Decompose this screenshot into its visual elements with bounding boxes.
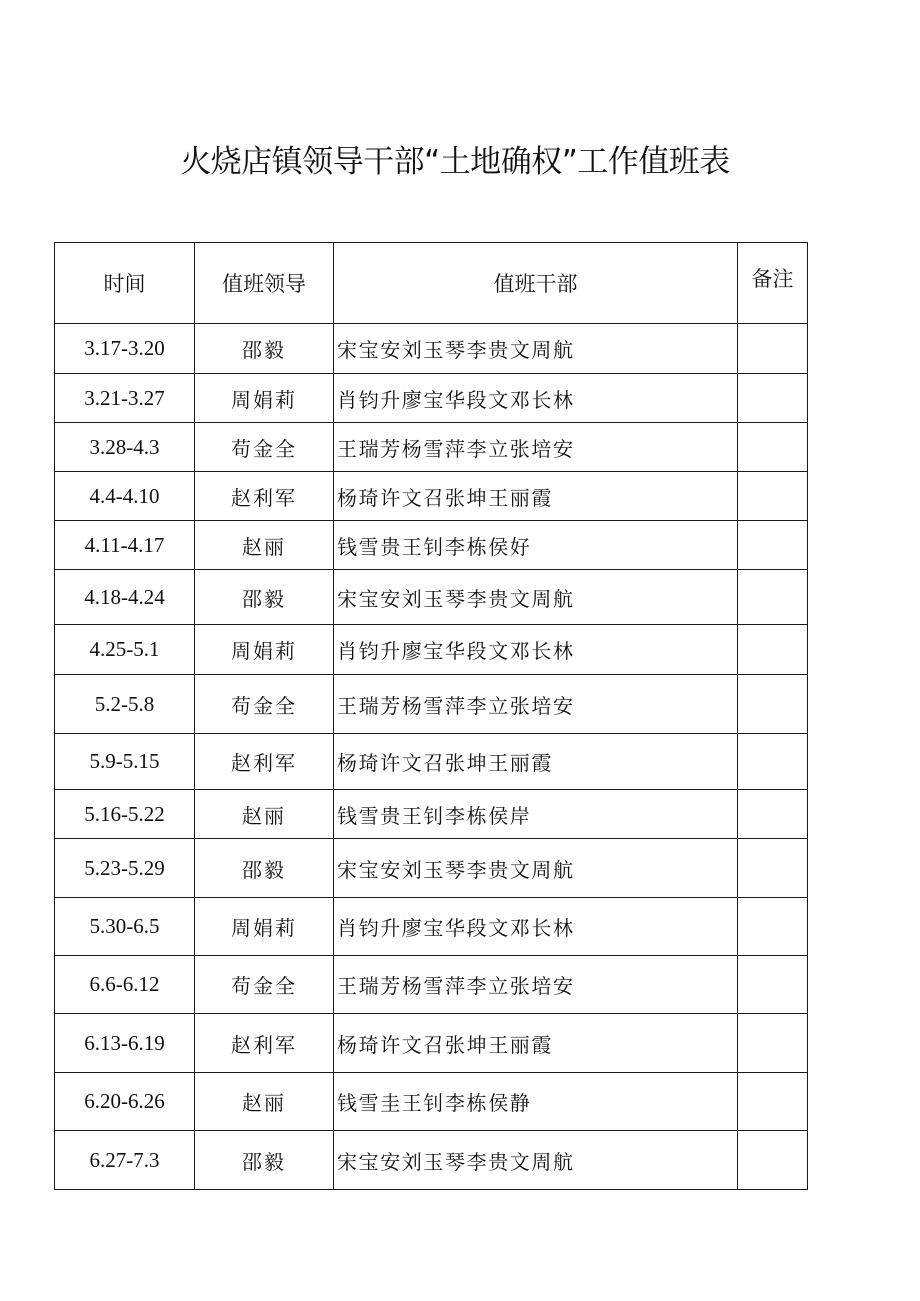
note-cell xyxy=(738,839,808,898)
time-cell: 4.4-4.10 xyxy=(55,472,195,521)
note-cell xyxy=(738,790,808,839)
note-cell xyxy=(738,625,808,675)
note-cell xyxy=(738,1073,808,1131)
time-cell: 6.6-6.12 xyxy=(55,956,195,1014)
note-cell xyxy=(738,324,808,374)
table-row xyxy=(55,570,808,625)
time-cell: 3.17-3.20 xyxy=(55,324,195,374)
duty-schedule-table xyxy=(54,242,808,1190)
table-row xyxy=(55,374,808,423)
note-cell xyxy=(738,1014,808,1073)
leader-cell: 周娟莉 xyxy=(195,625,334,675)
leader-cell: 周娟莉 xyxy=(195,898,334,956)
staff-cell: 宋宝安刘玉琴李贵文周航 xyxy=(334,570,738,625)
time-cell: 3.28-4.3 xyxy=(55,423,195,472)
table-row xyxy=(55,956,808,1014)
staff-cell: 宋宝安刘玉琴李贵文周航 xyxy=(334,324,738,374)
time-cell: 4.25-5.1 xyxy=(55,625,195,675)
leader-cell: 周娟莉 xyxy=(195,374,334,423)
page-title: 火烧店镇领导干部“土地确权”工作值班表 xyxy=(180,144,730,180)
leader-cell: 赵利军 xyxy=(195,734,334,790)
time-cell: 6.20-6.26 xyxy=(55,1073,195,1131)
leader-cell: 苟金全 xyxy=(195,423,334,472)
table-row xyxy=(55,472,808,521)
note-cell xyxy=(738,521,808,570)
note-cell xyxy=(738,472,808,521)
staff-cell: 钱雪贵王钊李栋侯好 xyxy=(334,521,738,570)
leader-cell: 邵毅 xyxy=(195,839,334,898)
table-row xyxy=(55,324,808,374)
note-cell xyxy=(738,675,808,734)
staff-cell: 钱雪圭王钊李栋侯静 xyxy=(334,1073,738,1131)
time-cell: 5.23-5.29 xyxy=(55,839,195,898)
time-cell: 3.21-3.27 xyxy=(55,374,195,423)
staff-cell: 宋宝安刘玉琴李贵文周航 xyxy=(334,839,738,898)
header-time: 时间 xyxy=(55,243,195,324)
staff-cell: 王瑞芳杨雪萍李立张培安 xyxy=(334,956,738,1014)
note-cell xyxy=(738,734,808,790)
table-header-row xyxy=(55,243,808,324)
table-row xyxy=(55,1073,808,1131)
leader-cell: 赵丽 xyxy=(195,1073,334,1131)
table-row xyxy=(55,625,808,675)
leader-cell: 赵丽 xyxy=(195,790,334,839)
table-row xyxy=(55,898,808,956)
leader-cell: 赵利军 xyxy=(195,1014,334,1073)
time-cell: 5.2-5.8 xyxy=(55,675,195,734)
leader-cell: 邵毅 xyxy=(195,570,334,625)
table-body xyxy=(55,324,808,1190)
leader-cell: 苟金全 xyxy=(195,675,334,734)
note-cell xyxy=(738,423,808,472)
time-cell: 5.16-5.22 xyxy=(55,790,195,839)
table-row xyxy=(55,1131,808,1190)
header-leader: 值班领导 xyxy=(195,243,334,324)
leader-cell: 邵毅 xyxy=(195,324,334,374)
note-cell xyxy=(738,898,808,956)
table-row xyxy=(55,790,808,839)
note-cell xyxy=(738,956,808,1014)
staff-cell: 钱雪贵王钊李栋侯岸 xyxy=(334,790,738,839)
leader-cell: 赵丽 xyxy=(195,521,334,570)
staff-cell: 杨琦许文召张坤王丽霞 xyxy=(334,472,738,521)
note-cell xyxy=(738,374,808,423)
header-note: 备注 xyxy=(738,243,808,324)
staff-cell: 王瑞芳杨雪萍李立张培安 xyxy=(334,675,738,734)
time-cell: 4.18-4.24 xyxy=(55,570,195,625)
table-row xyxy=(55,839,808,898)
time-cell: 6.27-7.3 xyxy=(55,1131,195,1190)
table-row xyxy=(55,1014,808,1073)
staff-cell: 王瑞芳杨雪萍李立张培安 xyxy=(334,423,738,472)
leader-cell: 苟金全 xyxy=(195,956,334,1014)
staff-cell: 杨琦许文召张坤王丽霞 xyxy=(334,1014,738,1073)
staff-cell: 肖钧升廖宝华段文邓长林 xyxy=(334,374,738,423)
staff-cell: 肖钧升廖宝华段文邓长林 xyxy=(334,898,738,956)
time-cell: 5.30-6.5 xyxy=(55,898,195,956)
table-row xyxy=(55,675,808,734)
header-staff: 值班干部 xyxy=(334,243,738,324)
table-row xyxy=(55,734,808,790)
time-cell: 4.11-4.17 xyxy=(55,521,195,570)
table-row xyxy=(55,521,808,570)
staff-cell: 肖钧升廖宝华段文邓长林 xyxy=(334,625,738,675)
time-cell: 6.13-6.19 xyxy=(55,1014,195,1073)
note-cell xyxy=(738,570,808,625)
note-cell xyxy=(738,1131,808,1190)
time-cell: 5.9-5.15 xyxy=(55,734,195,790)
staff-cell: 宋宝安刘玉琴李贵文周航 xyxy=(334,1131,738,1190)
leader-cell: 赵利军 xyxy=(195,472,334,521)
staff-cell: 杨琦许文召张坤王丽霞 xyxy=(334,734,738,790)
table-row xyxy=(55,423,808,472)
leader-cell: 邵毅 xyxy=(195,1131,334,1190)
